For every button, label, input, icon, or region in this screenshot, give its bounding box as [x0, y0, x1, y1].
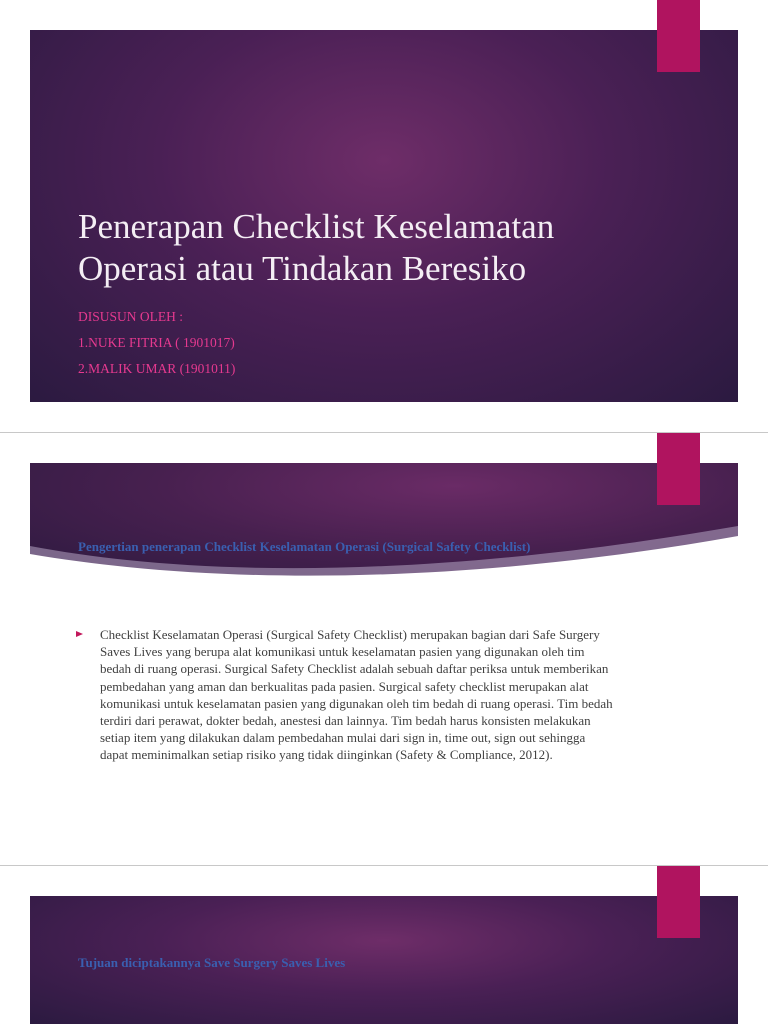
authors-list [78, 304, 235, 382]
slide-3 [0, 866, 768, 1024]
bullet-arrow-icon [76, 631, 83, 637]
header-banner [30, 896, 738, 1024]
accent-tab [657, 0, 700, 72]
section-heading: Pengertian penerapan Checklist Keselamatan Operasi (Surgical Safety Checklist) [78, 539, 531, 554]
bullet-list [76, 626, 616, 764]
author-item: 2.MALIK UMAR (1901011) [78, 361, 236, 376]
section-heading: Tujuan diciptakannya Save Surgery Saves Lives [78, 955, 346, 970]
title-line-1: Penerapan Checklist Keselamatan [78, 207, 555, 246]
slide-2 [0, 433, 768, 865]
title-line-2: Operasi atau Tindakan Beresiko [78, 249, 527, 288]
title-banner [30, 30, 738, 402]
accent-tab [657, 866, 700, 938]
bullet-text: Checklist Keselamatan Operasi (Surgical Safety Checklist) merupakan bagian dari Safe Surgery Saves Lives yang berupa alat komunikasi untuk keselamatan pasien yang digunakan oleh tim bedah di ruang operasi. Surgical Safety Checklist adalah sebuah daftar periksa untuk memberikan pembedahan yang aman dan berkualitas pada pasien. Surgical safety checklist merupakan alat komunikasi untuk keselamatan pasien yang digunakan oleh tim bedah di ruang operasi. Tim bedah terdiri dari perawat, dokter bedah, anestesi dan lainnya. Tim bedah harus konsisten melakukan setiap item yang dilakukan dalam pembedahan mulai dari sign in, time out, sign out sehingga dapat meminimalkan setiap risiko yang tidak diinginkan (Safety & Compliance, 2012). [100, 627, 613, 763]
header-banner [30, 463, 738, 578]
author-item: 1.NUKE FITRIA ( 1901017) [78, 335, 235, 350]
authors-heading: DISUSUN OLEH : [78, 309, 184, 324]
accent-tab [657, 433, 700, 505]
slide-title [78, 206, 638, 290]
bullet-item [76, 626, 616, 764]
slide-1 [0, 0, 768, 432]
